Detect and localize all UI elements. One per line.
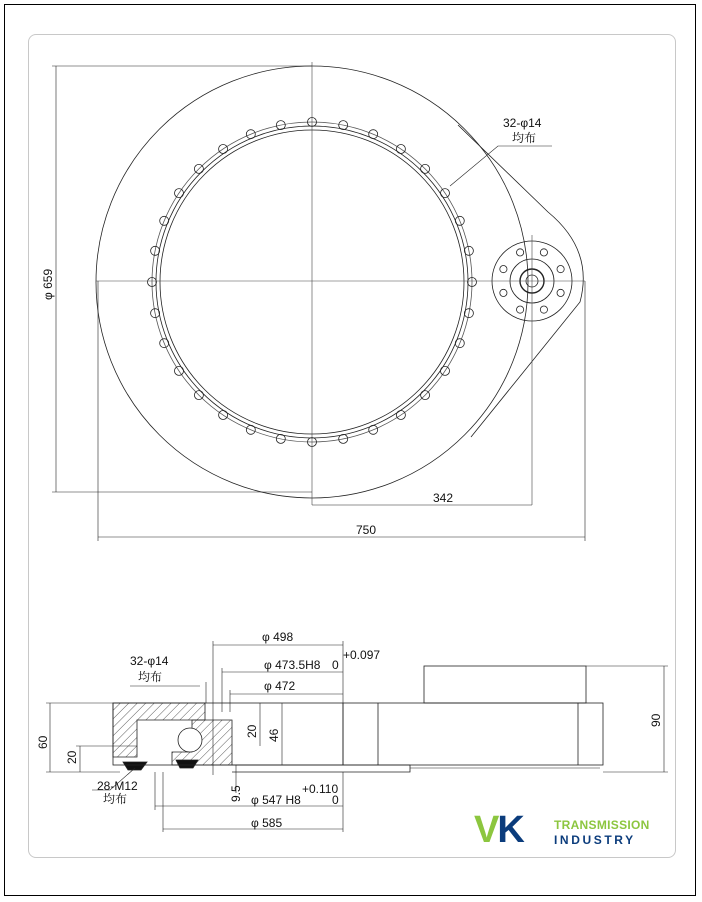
drive-housing-top [424, 666, 586, 703]
tol-473-lower: 0 [332, 658, 339, 672]
tol-473-upper: +0.097 [343, 648, 381, 662]
worm-bolt-hole [557, 266, 564, 273]
seal-right [176, 760, 198, 768]
hole-note-top-line1: 32-φ14 [503, 116, 542, 130]
dim-label-585: φ 585 [251, 816, 283, 830]
worm-bolt-hole [500, 266, 507, 273]
dim-label-9-5: 9.5 [229, 785, 243, 802]
worm-bolt-hole [500, 289, 507, 296]
worm-bolt-hole [540, 249, 547, 256]
tol-547-upper: +0.110 [302, 782, 339, 796]
rolling-ball [178, 728, 202, 752]
hole-note-top-line2: 均布 [512, 131, 537, 145]
logo-text-line1: TRANSMISSION [554, 818, 650, 832]
dim-label-473: φ 473.5H8 [264, 658, 321, 672]
dim-label-20-mid: 20 [245, 724, 259, 738]
drive-housing-base [343, 703, 603, 765]
logo-mark [474, 810, 523, 850]
dim-label-20-left: 20 [65, 750, 79, 764]
leader-hole-note-top [450, 146, 552, 186]
logo-letter-k: K [497, 809, 523, 851]
logo-letter-v: V [474, 809, 498, 851]
thread-note-line2: 均布 [103, 792, 128, 806]
hole-note-section-line1: 32-φ14 [130, 654, 169, 668]
dim-label-342: 342 [433, 491, 454, 505]
dim-label-90: 90 [649, 713, 663, 727]
tol-547-lower: 0 [332, 793, 339, 807]
worm-bolt-hole [540, 306, 547, 313]
dim-label-750: 750 [356, 523, 377, 537]
seal-left [123, 762, 147, 770]
company-logo [474, 809, 664, 852]
dim-label-60: 60 [36, 735, 50, 749]
worm-bolt-hole [557, 289, 564, 296]
dim-label-46: 46 [267, 728, 281, 742]
dim-label-547: φ 547 H8 [251, 793, 301, 807]
dim-label-472: φ 472 [264, 679, 296, 693]
top-view-labels [41, 116, 542, 537]
logo-text-line2: INDUSTRY [554, 833, 636, 847]
dim-label-659: φ 659 [41, 268, 55, 300]
top-view [52, 62, 585, 541]
thread-note-line1: 28-M12 [97, 779, 138, 793]
dim-label-498: φ 498 [262, 630, 294, 644]
hole-note-section-line2: 均布 [138, 670, 163, 684]
worm-bolt-hole [517, 249, 524, 256]
worm-bolt-hole [517, 306, 524, 313]
